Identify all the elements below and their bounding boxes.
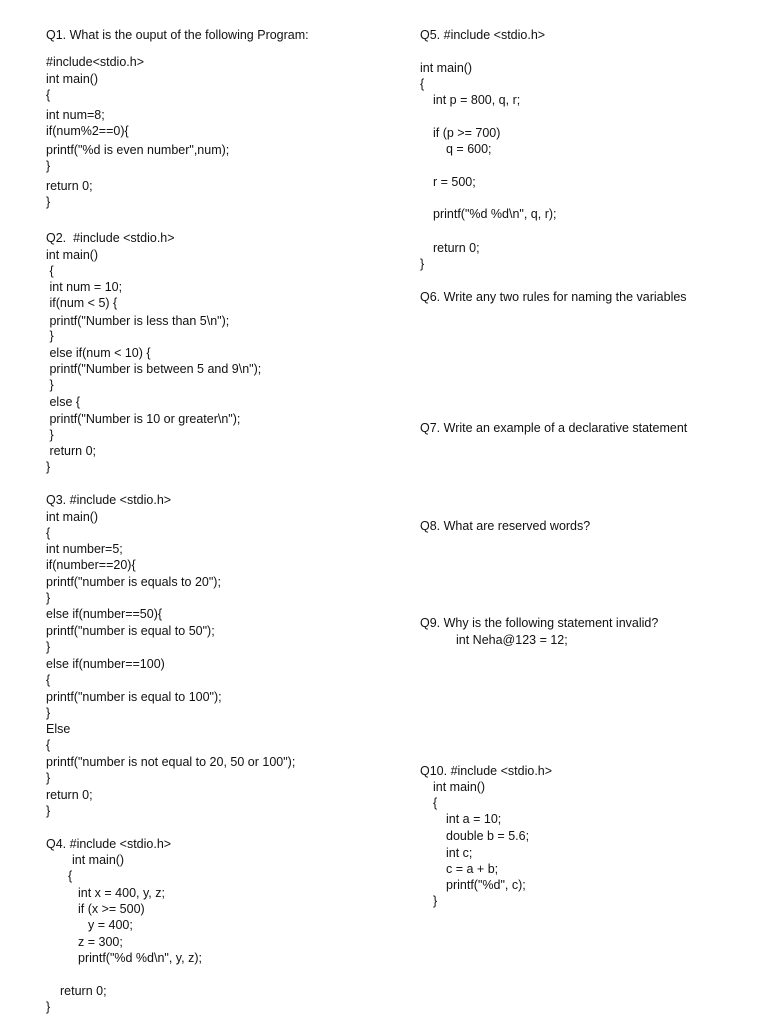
left-line-52: z = 300; bbox=[78, 935, 123, 949]
left-line-6: if(num%2==0){ bbox=[46, 124, 129, 138]
right-line-13: Q8. What are reserved words? bbox=[420, 519, 591, 533]
left-line-47: int main() bbox=[72, 853, 125, 867]
left-line-15: if(num < 5) { bbox=[46, 296, 118, 310]
left-line-24: return 0; bbox=[46, 444, 97, 458]
left-line-42: printf("number is not equal to 20, 50 or 100"); bbox=[46, 755, 296, 769]
left-line-8: } bbox=[46, 159, 51, 173]
left-line-53: printf("%d %d\n", y, z); bbox=[78, 951, 202, 965]
right-line-15: int Neha@123 = 12; bbox=[456, 633, 568, 647]
left-line-36: else if(number==100) bbox=[46, 657, 165, 671]
right-line-8: printf("%d %d\n", q, r); bbox=[433, 207, 557, 221]
right-line-21: int c; bbox=[446, 846, 473, 860]
left-line-38: printf("number is equal to 100"); bbox=[46, 690, 222, 704]
left-line-37: { bbox=[46, 673, 51, 687]
left-line-31: printf("number is equals to 20"); bbox=[46, 575, 221, 589]
left-line-21: else { bbox=[46, 395, 81, 409]
left-line-26: Q3. #include <stdio.h> bbox=[46, 493, 172, 507]
left-line-49: int x = 400, y, z; bbox=[78, 886, 165, 900]
left-line-29: int number=5; bbox=[46, 542, 123, 556]
left-line-3: int main() bbox=[46, 72, 99, 86]
left-line-44: return 0; bbox=[46, 788, 93, 802]
left-line-25: } bbox=[46, 460, 51, 474]
right-line-12: Q7. Write an example of a declarative statement bbox=[420, 421, 688, 435]
right-line-23: printf("%d", c); bbox=[446, 878, 526, 892]
right-line-14: Q9. Why is the following statement invalid? bbox=[420, 616, 659, 630]
left-line-51: y = 400; bbox=[88, 918, 133, 932]
left-line-30: if(number==20){ bbox=[46, 558, 136, 572]
left-line-12: int main() bbox=[46, 248, 99, 262]
left-line-54: return 0; bbox=[60, 984, 107, 998]
right-line-3: { bbox=[420, 77, 425, 91]
right-line-18: { bbox=[433, 796, 438, 810]
left-line-1: Q1. What is the ouput of the following Program: bbox=[46, 28, 309, 42]
left-line-19: printf("Number is between 5 and 9\n"); bbox=[46, 362, 262, 376]
left-line-18: else if(num < 10) { bbox=[46, 346, 151, 360]
right-line-10: } bbox=[420, 257, 425, 271]
left-line-40: Else bbox=[46, 722, 71, 736]
right-line-2: int main() bbox=[420, 61, 473, 75]
left-line-22: printf("Number is 10 or greater\n"); bbox=[46, 412, 241, 426]
left-line-4: { bbox=[46, 88, 51, 102]
left-line-50: if (x >= 500) bbox=[78, 902, 145, 916]
left-line-10: } bbox=[46, 195, 51, 209]
left-line-23: } bbox=[46, 428, 54, 442]
right-line-20: double b = 5.6; bbox=[446, 829, 530, 843]
left-line-46: Q4. #include <stdio.h> bbox=[46, 837, 172, 851]
left-line-45: } bbox=[46, 804, 51, 818]
left-line-11: Q2. #include <stdio.h> bbox=[46, 231, 175, 245]
right-line-7: r = 500; bbox=[433, 175, 476, 189]
left-line-28: { bbox=[46, 526, 51, 540]
right-line-5: if (p >= 700) bbox=[433, 126, 501, 140]
left-line-7: printf("%d is even number",num); bbox=[46, 143, 230, 157]
left-line-13: { bbox=[46, 264, 54, 278]
left-line-9: return 0; bbox=[46, 179, 93, 193]
right-line-17: int main() bbox=[433, 780, 486, 794]
left-line-2: #include<stdio.h> bbox=[46, 55, 144, 69]
left-line-35: } bbox=[46, 640, 51, 654]
left-line-55: } bbox=[46, 1000, 51, 1014]
left-line-20: } bbox=[46, 378, 54, 392]
left-line-41: { bbox=[46, 738, 51, 752]
right-line-9: return 0; bbox=[433, 241, 480, 255]
left-line-33: else if(number==50){ bbox=[46, 607, 163, 621]
left-line-14: int num = 10; bbox=[46, 280, 123, 294]
left-line-32: } bbox=[46, 591, 51, 605]
right-line-19: int a = 10; bbox=[446, 812, 502, 826]
left-line-5: int num=8; bbox=[46, 108, 105, 122]
right-line-1: Q5. #include <stdio.h> bbox=[420, 28, 546, 42]
left-line-16: printf("Number is less than 5\n"); bbox=[46, 314, 230, 328]
left-line-27: int main() bbox=[46, 510, 99, 524]
right-line-6: q = 600; bbox=[446, 142, 492, 156]
left-line-39: } bbox=[46, 706, 51, 720]
left-line-48: { bbox=[68, 869, 73, 883]
left-line-17: } bbox=[46, 329, 54, 343]
left-line-43: } bbox=[46, 771, 51, 785]
right-line-22: c = a + b; bbox=[446, 862, 499, 876]
right-line-4: int p = 800, q, r; bbox=[433, 93, 521, 107]
left-line-34: printf("number is equal to 50"); bbox=[46, 624, 215, 638]
right-line-16: Q10. #include <stdio.h> bbox=[420, 764, 553, 778]
right-line-24: } bbox=[433, 894, 438, 908]
right-line-11: Q6. Write any two rules for naming the variables bbox=[420, 290, 687, 304]
